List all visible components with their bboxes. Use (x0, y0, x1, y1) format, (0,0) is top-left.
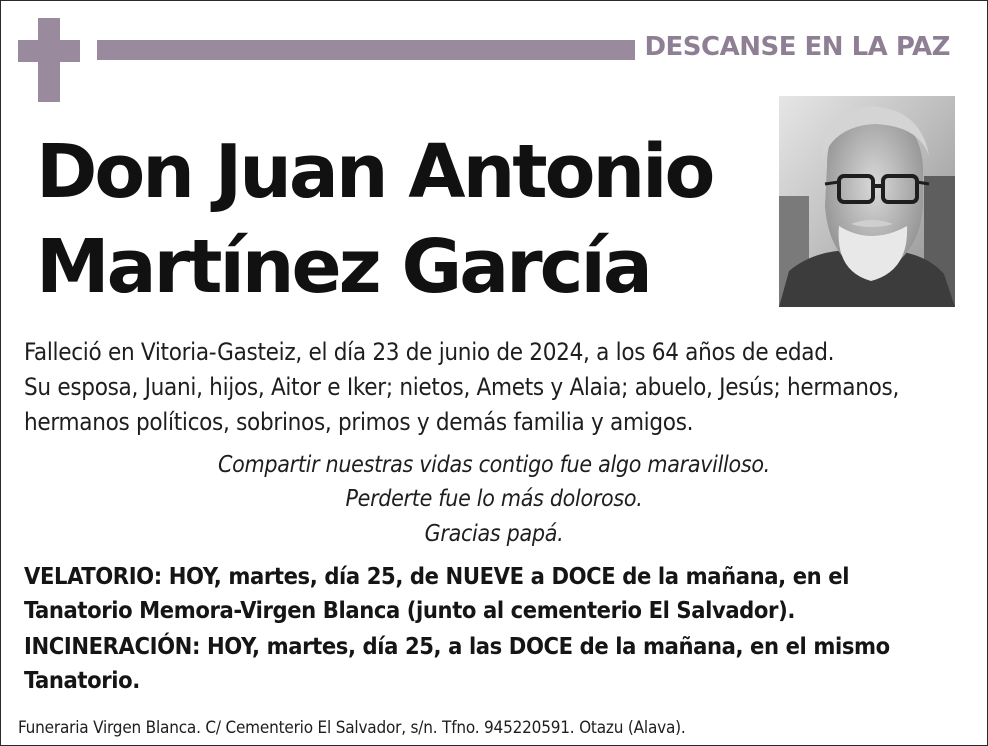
deceased-name-line1: Don Juan Antonio (36, 129, 713, 215)
incineracion-info: INCINERACIÓN: HOY, martes, día 25, a las DOCE de la mañana, en el mismo Tanatorio. (24, 632, 890, 694)
cross-icon-bar (18, 40, 80, 62)
velatorio-info: VELATORIO: HOY, martes, día 25, de NUEVE a DOCE de la mañana, en el Tanatorio Memora-Virgen Blanca (junto al cementerio El Salvador). (24, 562, 850, 624)
deceased-name-line2: Martínez García (36, 224, 650, 310)
portrait-photo (779, 96, 955, 307)
poem-line: Compartir nuestras vidas contigo fue algo maravilloso. (218, 452, 770, 478)
poem-line: Perderte fue lo más doloroso. (345, 486, 643, 512)
funeral-home-footer: Funeraria Virgen Blanca. C/ Cementerio El Salvador, s/n. Tfno. 945220591. Otazu (Alava). (18, 718, 686, 738)
portrait-image (779, 96, 955, 307)
header-tagline: DESCANSE EN LA PAZ (644, 32, 950, 62)
death-notice: Falleció en Vitoria-Gasteiz, el día 23 de junio de 2024, a los 64 años de edad. (24, 338, 835, 366)
header-rule (97, 40, 635, 60)
family-list: Su esposa, Juani, hijos, Aitor e Iker; nietos, Amets y Alaia; abuelo, Jesús; hermanos, hermanos políticos, sobrinos, primos y demás familia y amigos. (24, 373, 899, 436)
poem-line: Gracias papá. (424, 521, 564, 547)
